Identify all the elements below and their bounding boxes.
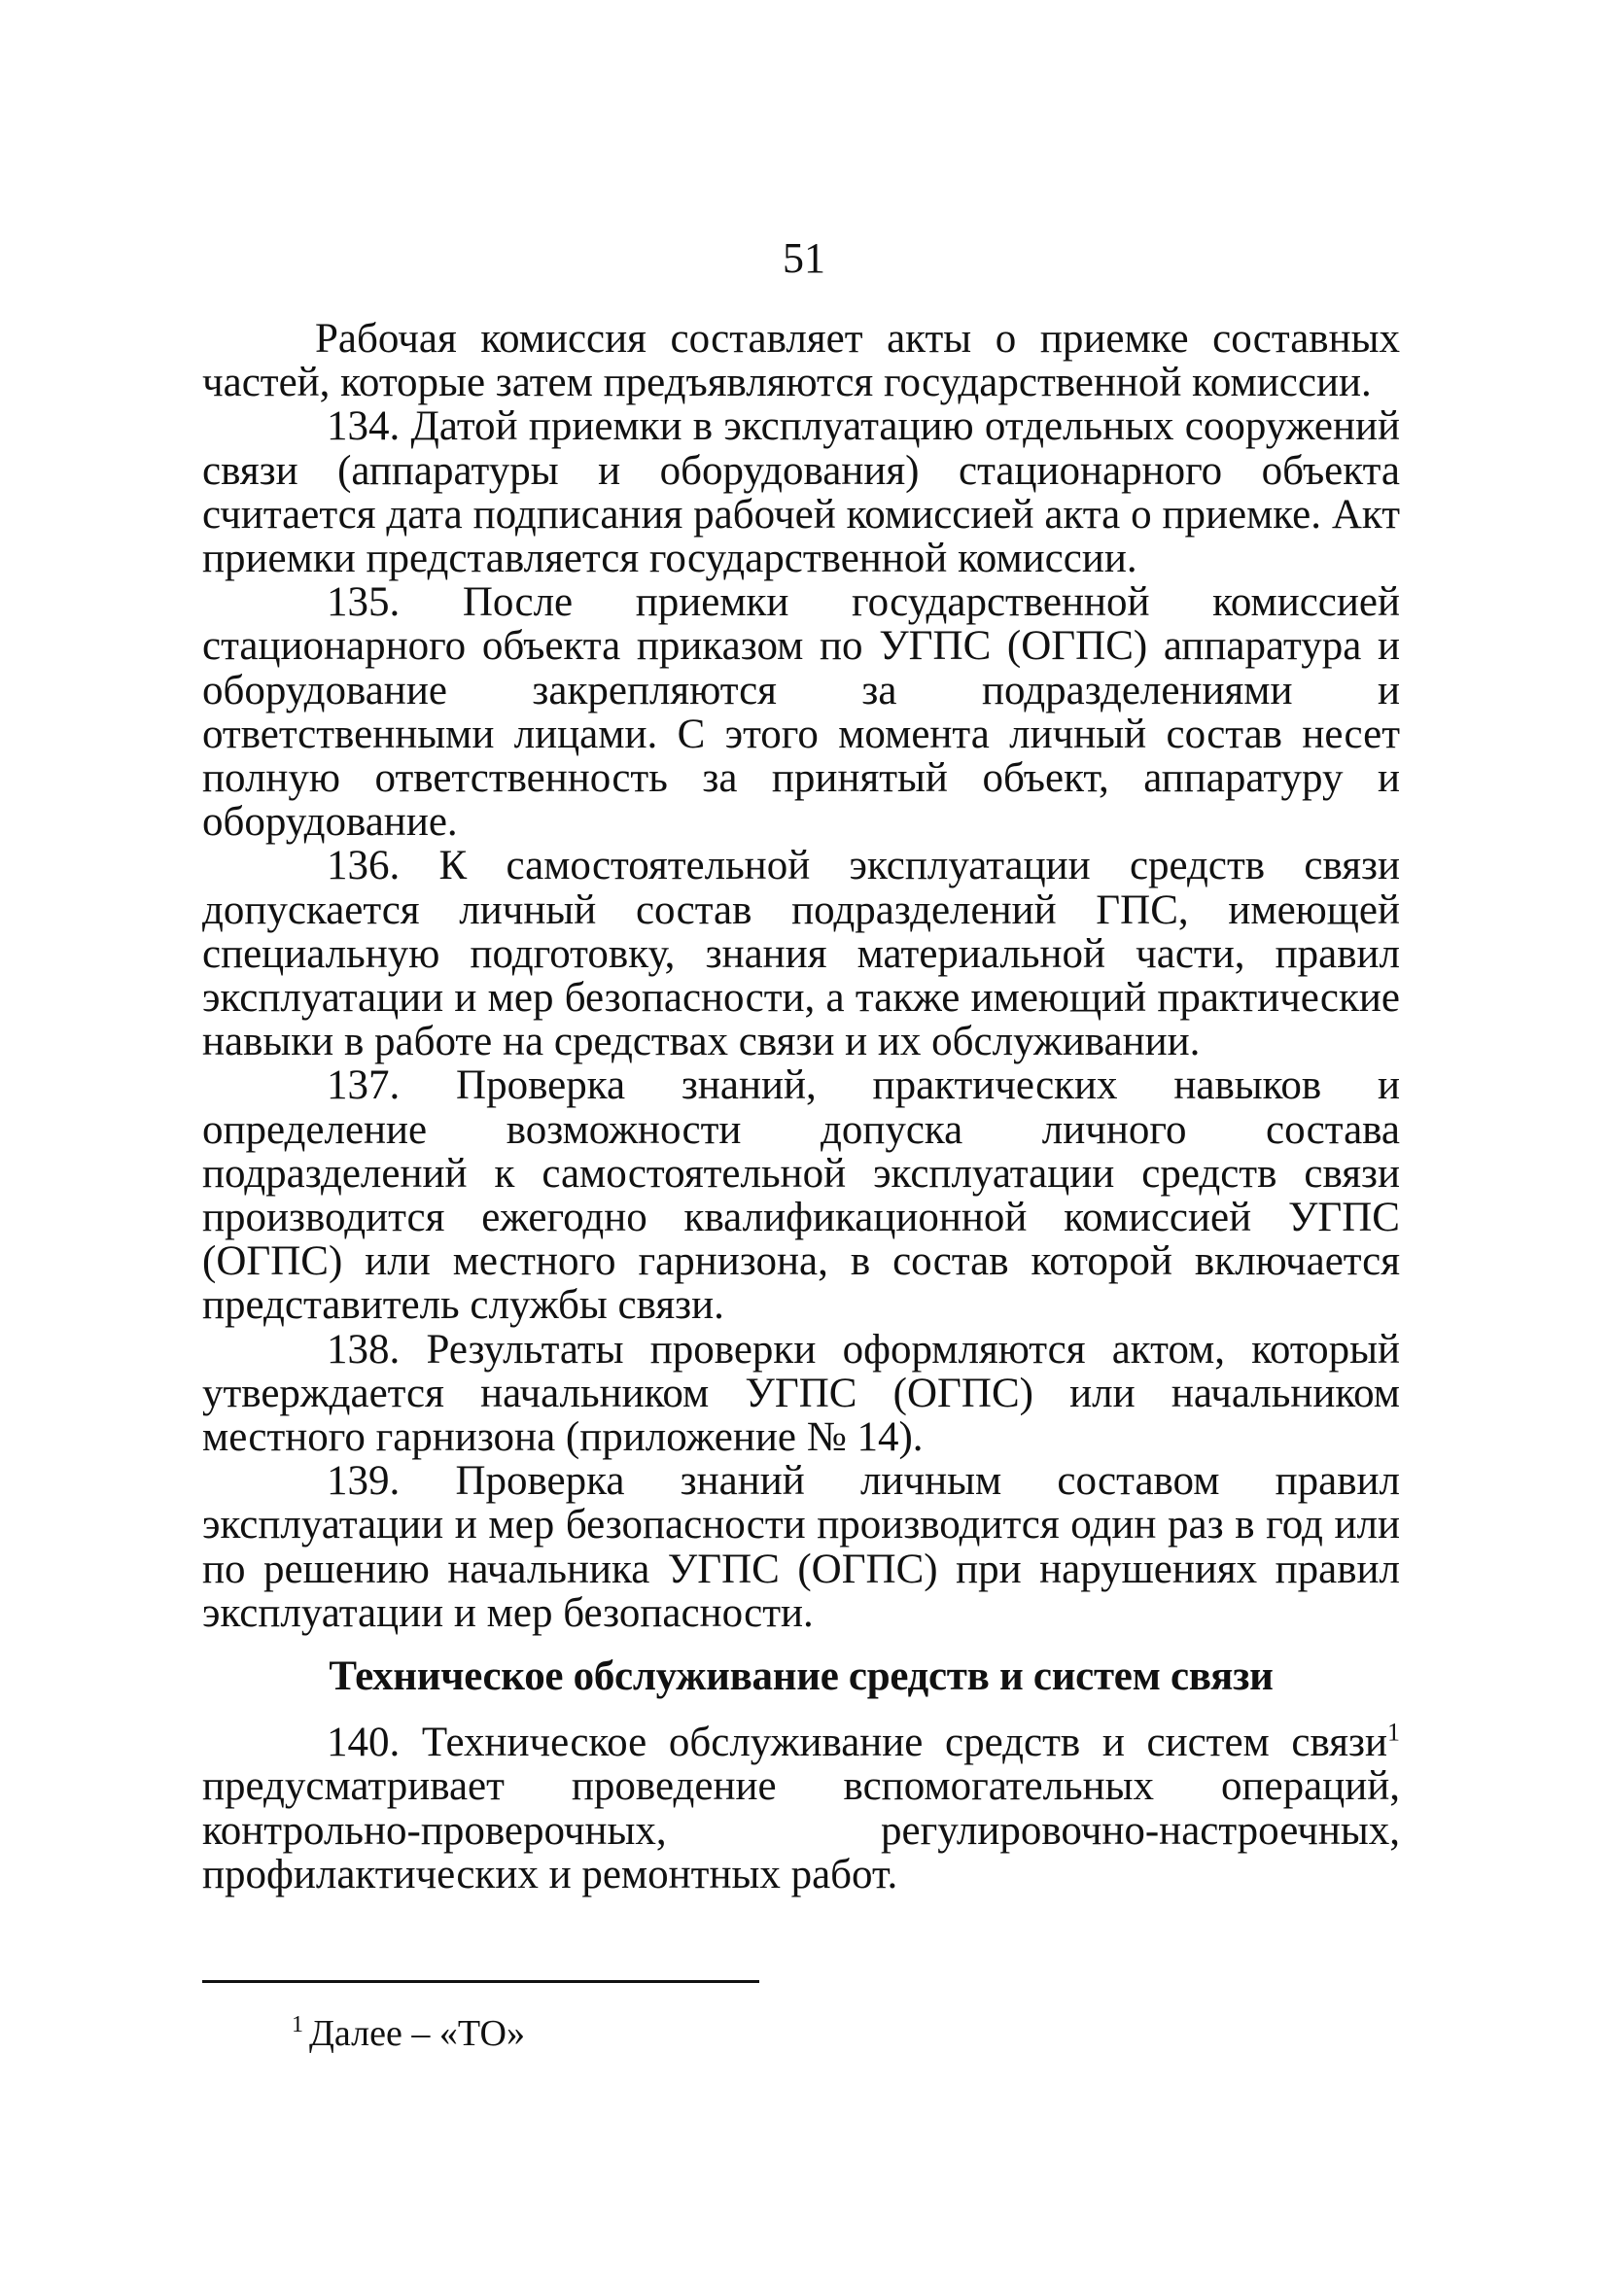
page-number: 51 [783, 234, 825, 282]
paragraph-140 [202, 1718, 1400, 1897]
paragraph-138: 138. Результаты проверки оформляются актом, который утверждается начальником УГПС (ОГПС) или начальником местного гарнизона (приложение № 14). [202, 1326, 1400, 1461]
paragraph-136: 136. К самостоятельной эксплуатации средств связи допускается личный состав подразделений ГПС, имеющей специальную подготовку, знания материальной части, правил эксплуатации и мер безопасности, а также имеющий практические навыки в работе на средствах связи и их обслуживании. [202, 843, 1400, 1065]
body-text [202, 317, 1400, 1896]
section-heading: Техническое обслуживание средств и систем связи [329, 1653, 1274, 1700]
paragraph-working-commission: Рабочая комиссия составляет акты о приемке составных частей, которые затем предъявляются государственной комиссии. [202, 316, 1400, 406]
paragraph-134: 134. Датой приемки в эксплуатацию отдельных сооружений связи (аппаратуры и оборудования) стационарного объекта считается дата подписания рабочей комиссией акта о приемке. Акт приемки представляется государственной комиссии. [202, 403, 1400, 582]
footnote [292, 2012, 525, 2055]
footnote-reference: 1 [1387, 1718, 1400, 1747]
paragraph-140-rest: предусматривает проведение вспомогательных операций, контрольно-проверочных, регулировочно-настроечных, профилактических и ремонтных работ. [202, 1763, 1400, 1897]
paragraph-140-start: 140. Техническое обслуживание средств и систем связи [327, 1720, 1387, 1766]
footnote-separator [202, 1980, 759, 1983]
paragraph-137: 137. Проверка знаний, практических навыков и определение возможности допуска личного состава подразделений к самостоятельной эксплуатации средств связи производится ежегодно квалификационной комиссией УГПС (ОГПС) или местного гарнизона, в состав которой включается представитель службы связи. [202, 1062, 1400, 1329]
paragraph-135: 135. После приемки государственной комиссией стационарного объекта приказом по УГПС (ОГПС) аппаратура и оборудование закрепляются за подразделениями и ответственными лицами. С этого момента личный состав несет полную ответственность за принятый объект, аппаратуру и оборудование. [202, 579, 1400, 846]
paragraph-139: 139. Проверка знаний личным составом правил эксплуатации и мер безопасности производится один раз в год или по решению начальника УГПС (ОГПС) при нарушениях правил эксплуатации и мер безопасности. [202, 1458, 1400, 1636]
footnote-text: Далее – «ТО» [309, 2013, 525, 2054]
footnote-mark: 1 [292, 2012, 303, 2038]
